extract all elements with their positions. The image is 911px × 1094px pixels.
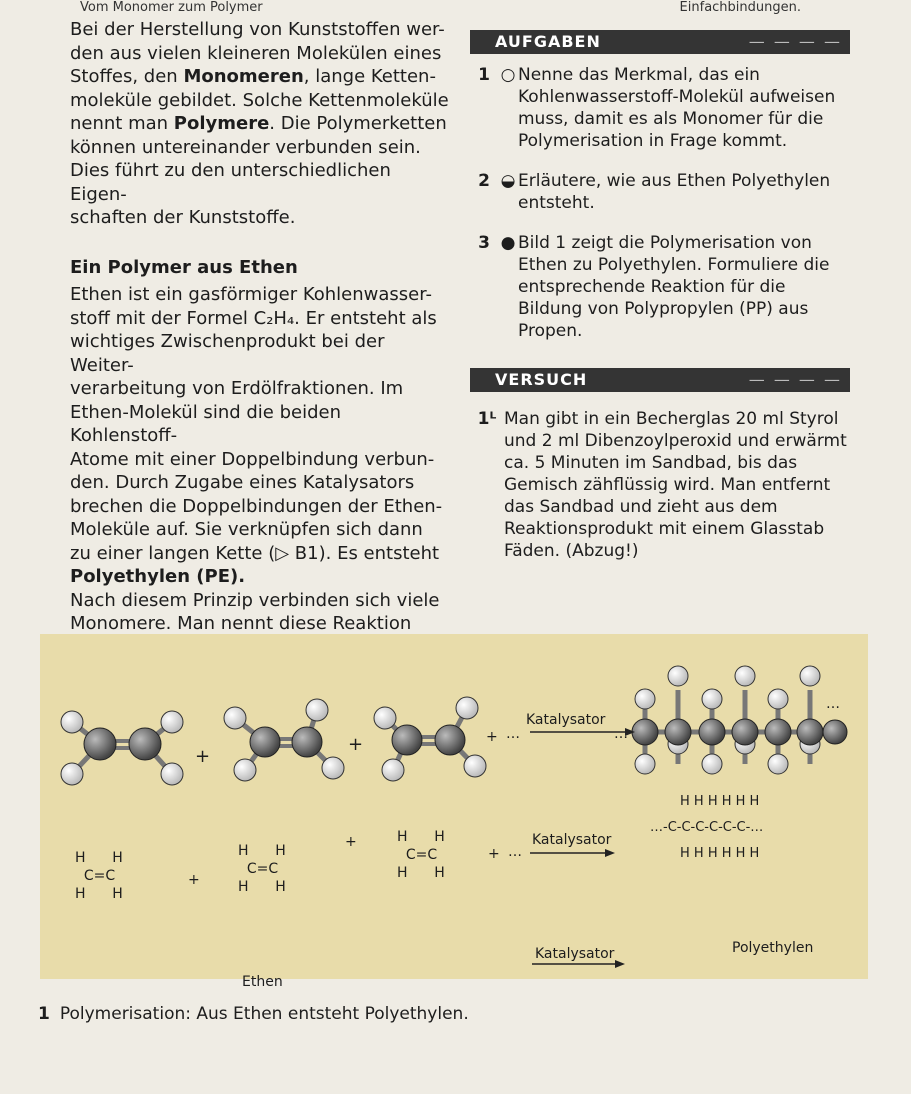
aufgaben-banner: AUFGABEN — — — — (470, 30, 850, 54)
left-column (70, 18, 450, 659)
polyethylen-label: Polyethylen (732, 940, 814, 956)
body-line: Ethen ist ein gasförmiger Kohlenwasser- (70, 284, 432, 305)
body-line: Moleküle auf. Sie verknüpfen sich dann (70, 519, 423, 540)
intro-line: Dies führt zu den unterschiedlichen Eigen- (70, 160, 391, 205)
dots: … (506, 726, 520, 742)
plus: + (486, 729, 498, 745)
polyethylen-formula: H H H H H H …-C-C-C-C-C-C-… H H H H H H (650, 794, 764, 861)
intro-line: den aus vielen kleineren Molekülen eines (70, 42, 442, 64)
polyethylen-model (632, 666, 847, 774)
plus: + (188, 872, 200, 888)
body-line: zu einer langen Kette (▷ B1). Es entsteht (70, 542, 440, 564)
running-header: Vom Monomer zum Polymer (80, 0, 263, 15)
body-line: Monomere. Man nennt diese Reaktion (70, 613, 412, 634)
term-monomeren: Monomeren (183, 66, 304, 87)
task-2: 2 ◒ Erläutere, wie aus Ethen Polyethylen entsteht. (478, 171, 831, 213)
versuch-banner: VERSUCH — — — — (470, 368, 850, 392)
body-line: Ethen-Molekül sind die beiden Kohlenstoff- (70, 401, 342, 446)
dots: … (614, 726, 628, 742)
katalysator-label: Katalysator (535, 946, 615, 962)
ethen-model-3 (374, 697, 486, 781)
body-line: stoff mit der Formel C₂H₄. Er entsteht als (70, 307, 437, 329)
intro-line: Stoffes, den Monomeren, lange Ketten- (70, 66, 436, 87)
versuch-1: 1ᴸ Man gibt in ein Becherglas 20 ml Styrol und 2 ml Dibenzoylperoxid und erwärmt ca. 5 Minuten im Sandbad, bis das Gemisch zähflüssig wird. Man entfernt das Sandbad und zieht aus dem Reaktionsprodukt mit einem Glasstab Fäden. (Abzug!) (477, 409, 847, 561)
task-1: 1 ○ Nenne das Merkmal, das ein Kohlenwasserstoff-Molekül aufweisen muss, damit es als Monomer für die Polymerisation in Frage kommt. (478, 65, 836, 151)
difficulty-medium-icon: ◒ (500, 171, 516, 191)
katalysator-label: Katalysator (526, 712, 606, 728)
intro-line: Bei der Herstellung von Kunststoffen wer- (70, 19, 445, 40)
section-title: Ein Polymer aus Ethen (70, 256, 298, 278)
intro-line: nennt man Polymere. Die Polymerketten (70, 113, 447, 134)
dots: … (826, 696, 840, 712)
body-line: brechen die Doppelbindungen der Ethen- (70, 495, 443, 517)
ethen-formula-3: H H C=C H H (397, 829, 445, 881)
difficulty-easy-icon: ○ (500, 65, 516, 85)
reaction-arrow-head-2 (605, 849, 615, 857)
body-line: Nach diesem Prinzip verbinden sich viele (70, 589, 440, 611)
caption-number: 1 (38, 1004, 50, 1024)
difficulty-hard-icon: ● (500, 233, 516, 253)
dots: … (508, 844, 522, 860)
ethen-formula-2: H H C=C H H (238, 843, 286, 895)
body-line: verarbeitung von Erdölfraktionen. Im (70, 378, 404, 399)
ethen-label: Ethen (242, 974, 283, 990)
caption-text: Polymerisation: Aus Ethen entsteht Polyethylen. (59, 1004, 469, 1024)
intro-line: schaften der Kunststoffe. (70, 207, 296, 228)
figure-polymerisation (40, 634, 868, 990)
intro-line: können untereinander verbunden sein. (70, 136, 421, 158)
term-pe: Polyethylen (PE). (70, 566, 246, 587)
term-polymere: Polymere (173, 113, 270, 134)
reaction-arrow-head-3 (615, 960, 625, 968)
body-line: den. Durch Zugabe eines Katalysators (70, 472, 415, 493)
right-column (470, 18, 850, 562)
body-line: Atome mit einer Doppelbindung verbun- (70, 448, 435, 470)
body-line: wichtiges Zwischenprodukt bei der Weiter- (70, 331, 385, 376)
ethen-formula-1: H H C=C H H (75, 850, 123, 902)
ethen-model-2 (224, 699, 344, 781)
ethen-model-1 (61, 711, 183, 785)
katalysator-label: Katalysator (532, 832, 612, 848)
plus: + (195, 746, 211, 767)
figure-caption (38, 1004, 469, 1024)
intro-line: moleküle gebildet. Solche Kettenmoleküle (70, 89, 449, 111)
plus: + (348, 734, 364, 755)
task-3: 3 ● Bild 1 zeigt die Polymerisation von Ethen zu Polyethylen. Formuliere die entsprechende Reaktion für die Bildung von Polypropylen (PP) aus Propen. (478, 233, 830, 341)
plus: + (488, 846, 500, 862)
running-header-right: Einfachbindungen. (679, 0, 801, 15)
plus: + (345, 834, 357, 850)
